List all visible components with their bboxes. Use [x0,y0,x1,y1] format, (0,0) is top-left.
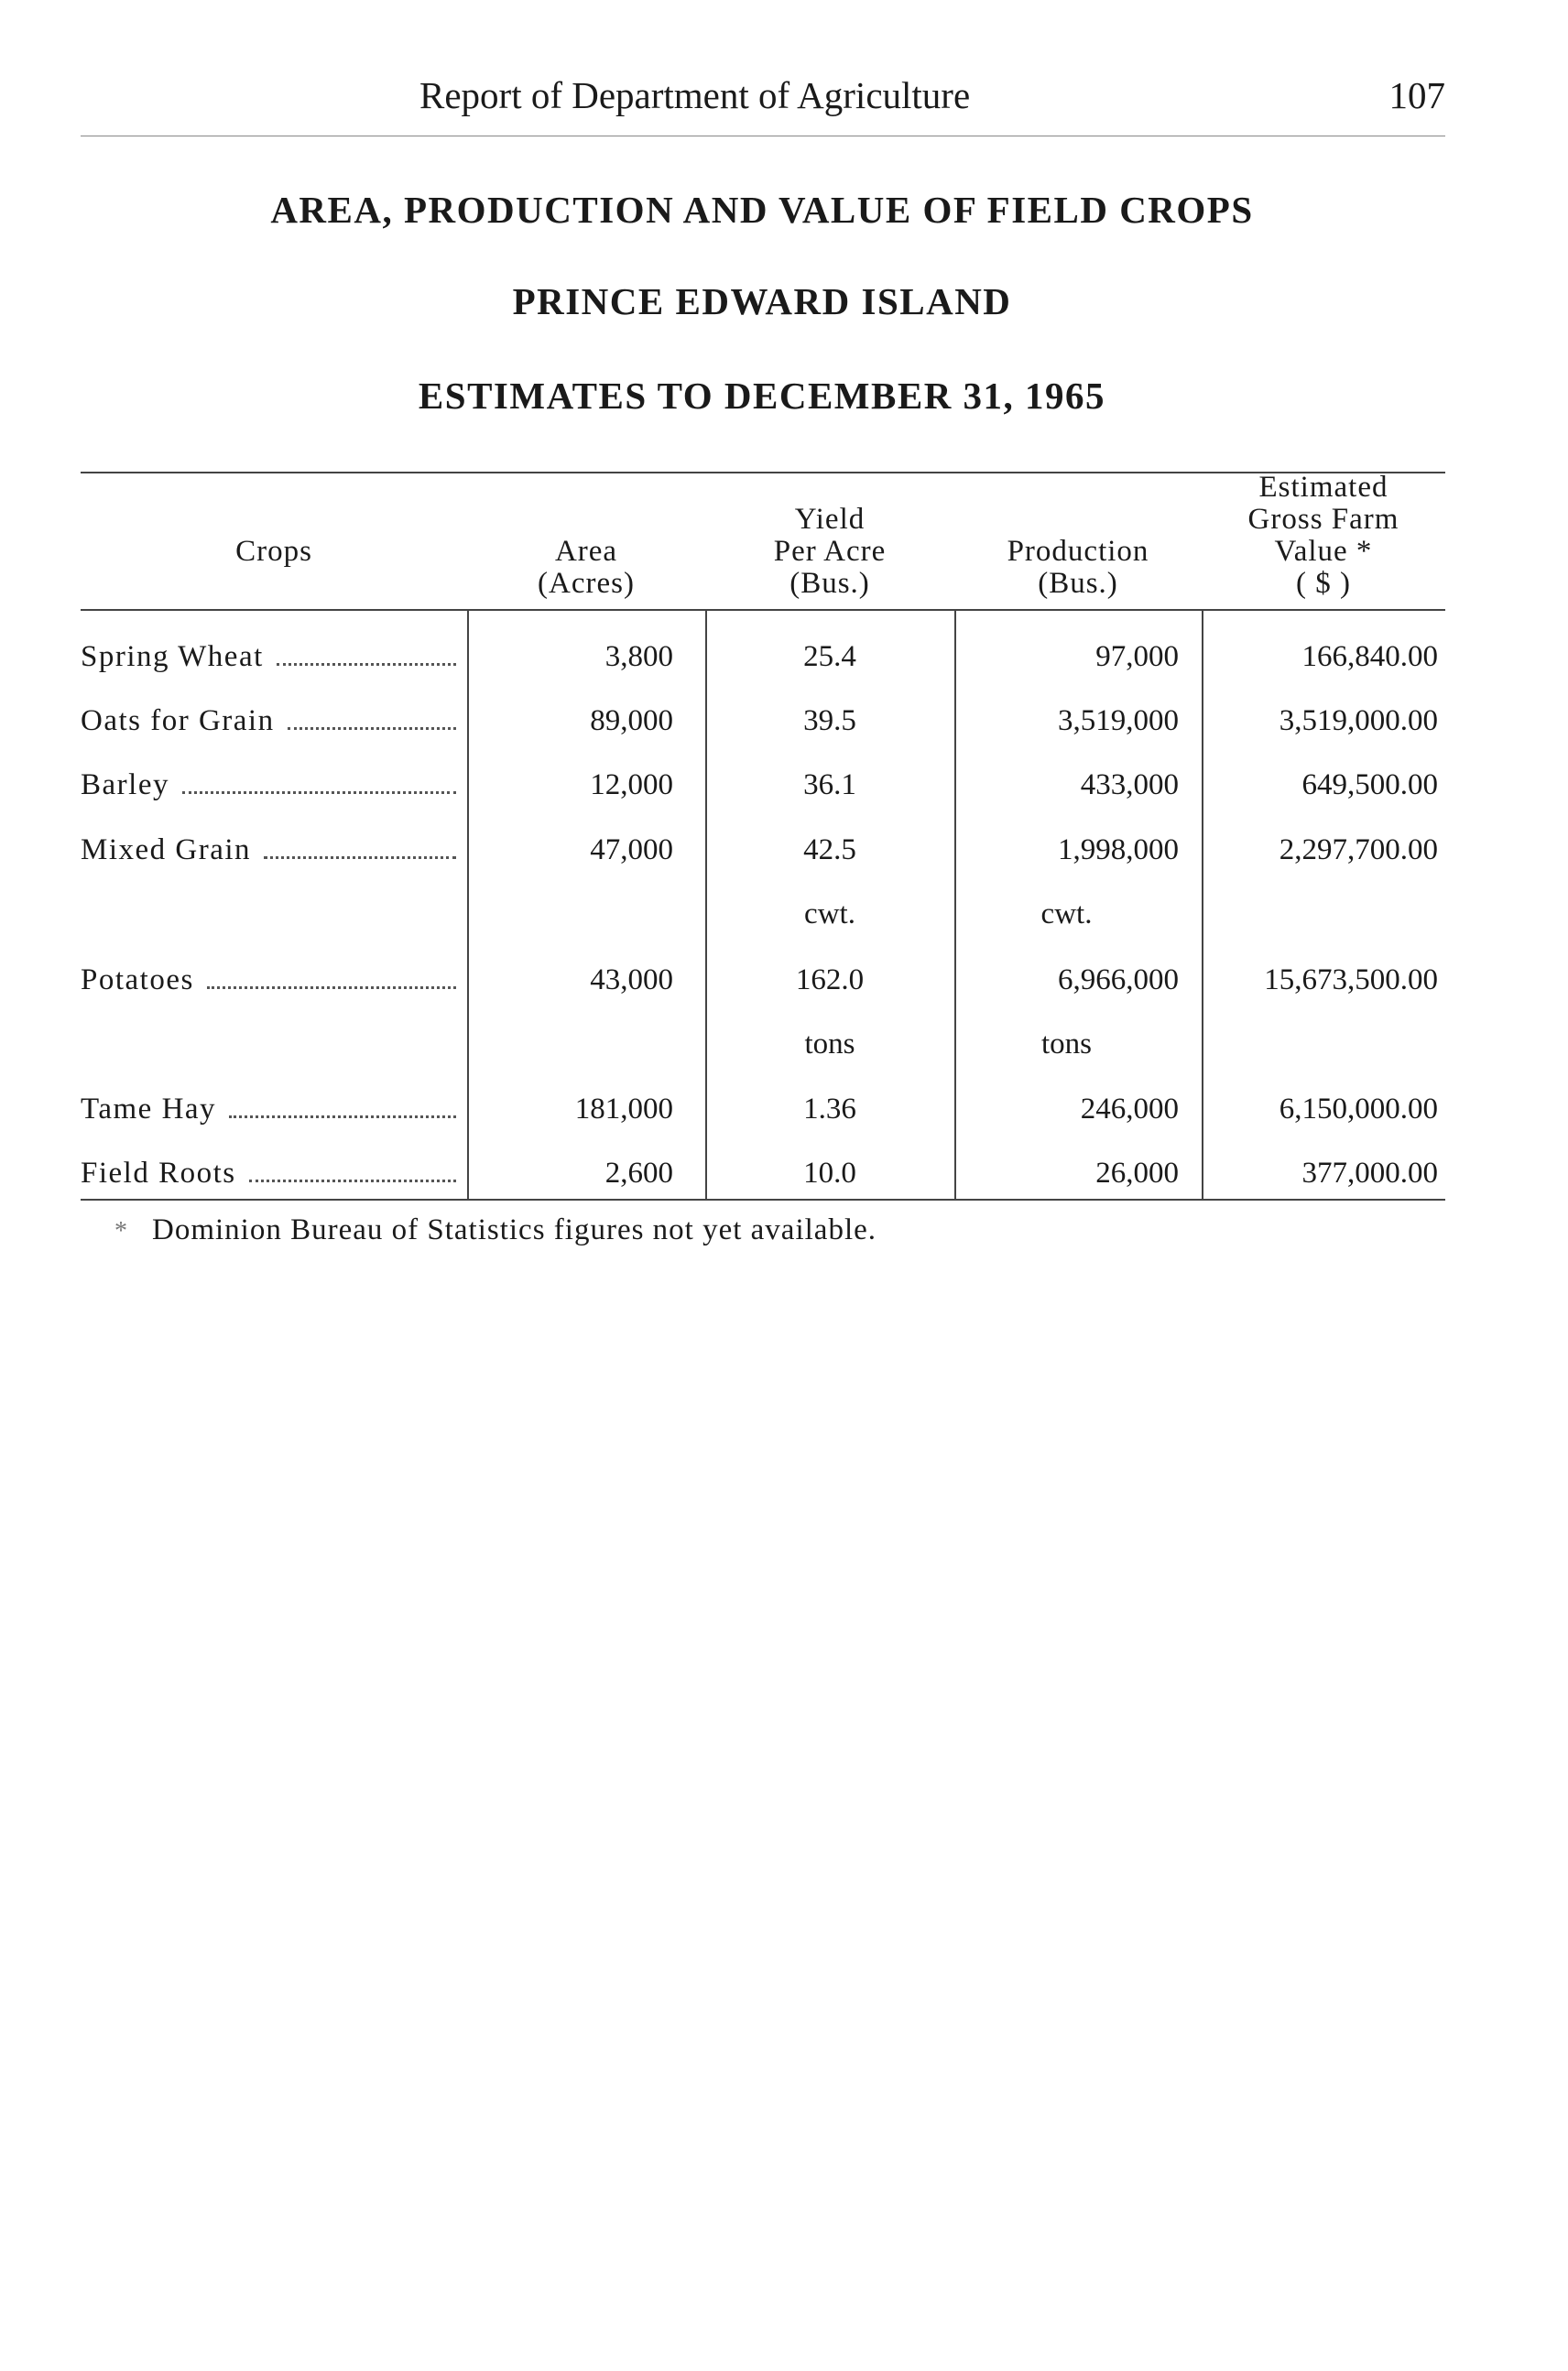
dot-leader [207,986,456,989]
column-header-yield: Yield Per Acre (Bus.) [773,503,887,600]
production-value: 97,000 [1095,640,1179,673]
dot-leader [277,663,456,666]
production-value: 433,000 [1080,768,1179,801]
crop-name: Tame Hay [81,1093,217,1126]
table-row [81,698,1445,744]
table-row [81,1086,1445,1132]
unit-row [81,1021,1445,1067]
gross-value: 166,840.00 [1301,640,1438,673]
crop-name: Oats for Grain [81,704,275,737]
yield-value: 1.36 [803,1093,856,1126]
area-value: 3,800 [604,640,673,673]
gross-value: 3,519,000.00 [1279,704,1438,737]
column-header-production: Production (Bus.) [1007,535,1149,600]
production-value: 246,000 [1080,1093,1179,1126]
dot-leader [229,1115,456,1118]
yield-value: 42.5 [803,833,856,866]
dot-leader [264,856,456,859]
gross-value: 649,500.00 [1301,768,1438,801]
yield-unit: tons [804,1028,855,1060]
table-row [81,762,1445,808]
area-value: 181,000 [574,1093,673,1126]
crop-name: Barley [81,768,169,801]
date-title: ESTIMATES TO DECEMBER 31, 1965 [418,375,1106,417]
production-value: 6,966,000 [1058,963,1179,996]
table-row [81,827,1445,873]
area-value: 89,000 [590,704,673,737]
area-value: 2,600 [604,1157,673,1190]
region-title: PRINCE EDWARD ISLAND [512,280,1012,322]
production-value: 26,000 [1095,1157,1179,1190]
gross-value: 6,150,000.00 [1279,1093,1438,1126]
crop-name: Field Roots [81,1157,236,1190]
dot-leader [288,727,456,730]
yield-value: 36.1 [803,768,856,801]
column-header-crops: Crops [235,535,312,568]
production-value: 1,998,000 [1058,833,1179,866]
table-bottom-rule [81,1199,1445,1201]
dot-leader [249,1180,456,1182]
production-value: 3,519,000 [1058,704,1179,737]
footnote-mark: * [114,1217,128,1245]
area-value: 47,000 [590,833,673,866]
gross-value: 15,673,500.00 [1264,963,1438,996]
column-header-area: Area (Acres) [538,535,635,600]
footnote-text: Dominion Bureau of Statistics figures not yet available. [152,1213,877,1246]
main-title: AREA, PRODUCTION AND VALUE OF FIELD CROPS [270,189,1254,231]
crop-name: Mixed Grain [81,833,252,866]
dot-leader [182,791,456,794]
yield-value: 39.5 [803,704,856,737]
crop-name: Potatoes [81,963,194,996]
table-row [81,957,1445,1003]
column-header-value: Estimated Gross Farm Value * ( $ ) [1247,471,1399,600]
footnote [114,1213,877,1247]
yield-value: 25.4 [803,640,856,673]
production-unit: tons [1040,1028,1092,1060]
table-row [81,1150,1445,1196]
yield-unit: cwt. [804,897,855,930]
gross-value: 2,297,700.00 [1279,833,1438,866]
page-number: 107 [1388,74,1445,116]
table-row [81,634,1445,680]
gross-value: 377,000.00 [1301,1157,1438,1190]
area-value: 12,000 [590,768,673,801]
yield-value: 10.0 [803,1157,856,1190]
running-title: Report of Department of Agriculture [419,74,971,116]
table-header-rule [81,609,1445,611]
production-unit: cwt. [1040,897,1093,930]
unit-row [81,891,1445,937]
crop-name: Spring Wheat [81,640,264,673]
area-value: 43,000 [590,963,673,996]
running-header [81,73,1445,128]
yield-value: 162.0 [795,963,865,996]
